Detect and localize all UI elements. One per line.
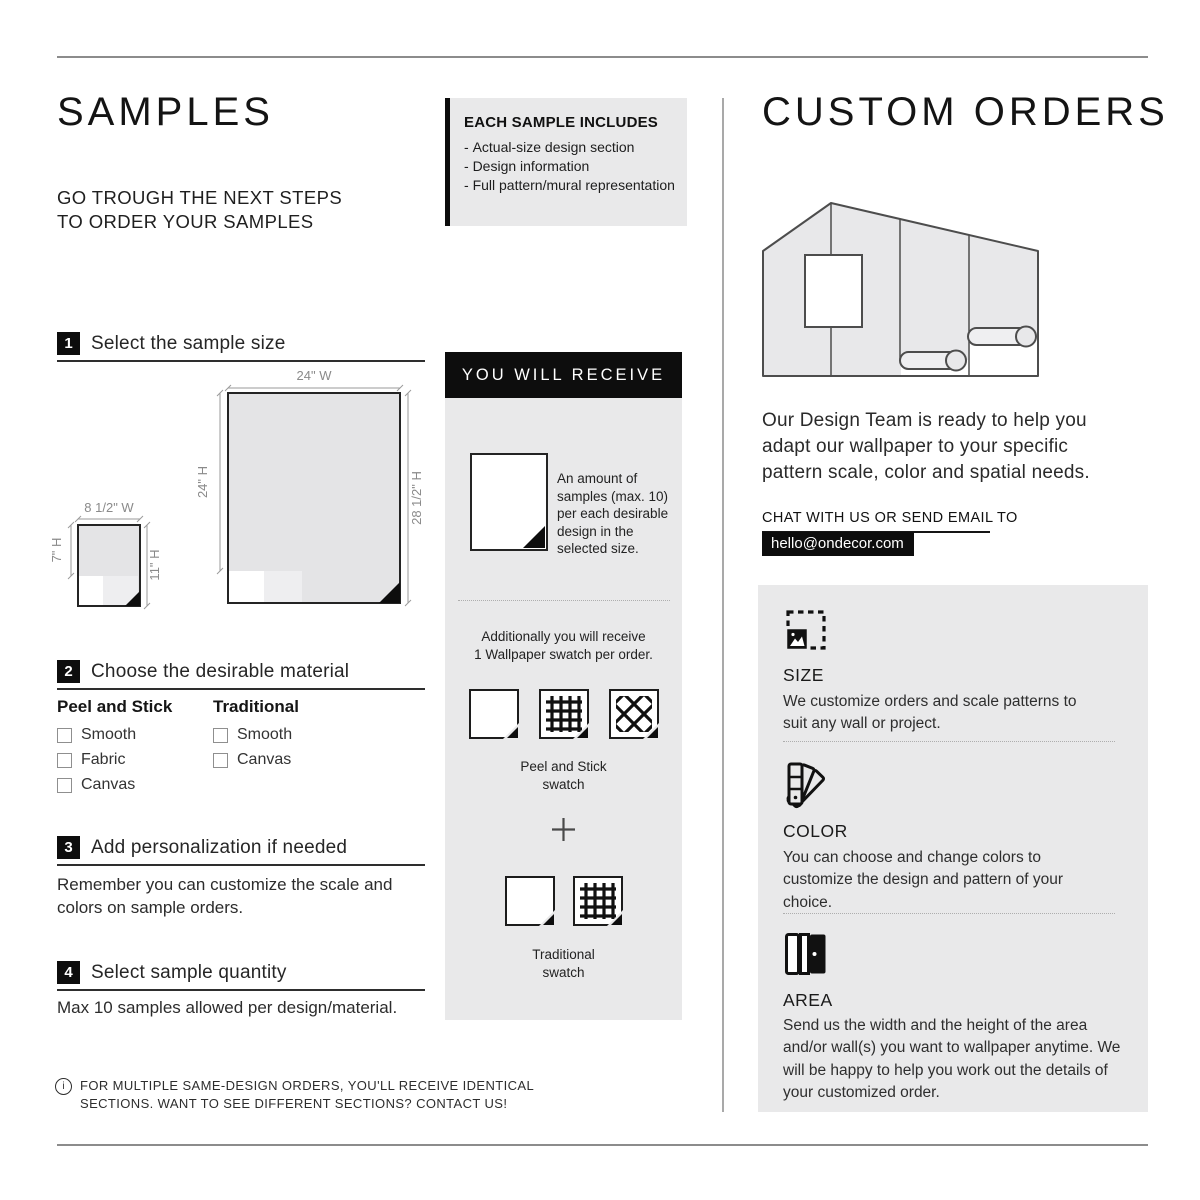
wallpaper-roll — [968, 327, 1036, 347]
material-option-label: Canvas — [81, 776, 136, 793]
sample-includes-box — [445, 98, 687, 226]
step-1-header — [57, 332, 425, 362]
samples-title: SAMPLES — [57, 90, 274, 134]
subtitle-line-2: TO ORDER YOUR SAMPLES — [57, 210, 314, 232]
step-2-title: Choose the desirable material — [91, 660, 350, 682]
sample-size-diagram — [49, 368, 425, 616]
peel-swatch-row — [445, 689, 682, 739]
footnote — [55, 1077, 535, 1113]
custom-options-panel — [758, 585, 1148, 1112]
feature-area-name: AREA — [783, 990, 833, 1010]
feature-color-name: COLOR — [783, 821, 848, 841]
material-option — [57, 776, 172, 794]
feature-area-desc: Send us the width and the height of the area and/or wall(s) you want to wallpaper anytime. We will be happy to help you work out the details of your customized order. — [783, 1017, 1121, 1102]
wallpaper-roll — [900, 351, 966, 371]
additional-line-1: Additionally you will receive — [481, 629, 646, 644]
small-full-height-label: 11" H — [147, 549, 162, 581]
large-sheet-white-notch — [229, 571, 264, 602]
large-section-height-label: 24" H — [195, 465, 210, 499]
material-group-traditional — [213, 697, 299, 776]
small-width-label: 8 1/2" W — [84, 500, 134, 515]
email-link[interactable]: hello@ondecor.com — [762, 532, 914, 556]
includes-item — [464, 138, 675, 157]
material-option-label: Fabric — [81, 751, 126, 768]
custom-orders-title: CUSTOM ORDERS — [762, 90, 1169, 134]
feature-size-desc: We customize orders and scale patterns to suit any wall or project. — [783, 693, 1077, 733]
dash: - — [464, 157, 473, 174]
traditional-swatch-label-line-1: Traditional — [532, 947, 595, 962]
info-icon — [55, 1078, 72, 1095]
peel-swatch-label-line-2: swatch — [542, 776, 585, 792]
material-group-title: Traditional — [213, 697, 299, 716]
checkbox-traditional-canvas[interactable] — [213, 753, 228, 768]
dotted-divider — [783, 741, 1115, 742]
material-option — [213, 726, 299, 744]
samples-subtitle — [57, 186, 342, 233]
material-group-title: Peel and Stick — [57, 697, 173, 716]
dash: - — [464, 176, 473, 193]
footnote-line-1: FOR MULTIPLE SAME-DESIGN ORDERS, YOU'LL RECEIVE IDENTICAL — [80, 1078, 535, 1093]
small-sheet-white-notch — [79, 576, 103, 605]
top-divider — [57, 56, 1148, 58]
step-4-badge: 4 — [57, 961, 80, 984]
swatch-blank-icon — [505, 876, 555, 926]
large-width-label: 24" W — [296, 368, 332, 383]
step-4-title: Select sample quantity — [91, 961, 287, 983]
email-container — [762, 532, 914, 556]
step-3-badge: 3 — [57, 836, 80, 859]
bottom-divider — [57, 1144, 1148, 1146]
includes-title: EACH SAMPLE INCLUDES — [464, 114, 659, 131]
swatch-grid-icon — [539, 689, 589, 739]
design-team-intro: Our Design Team is ready to help you adapt our wallpaper to your specific pattern scale, color and spatial needs. — [762, 410, 1090, 484]
includes-item — [464, 157, 675, 176]
includes-item-text: Full pattern/mural representation — [472, 176, 675, 193]
samples-amount-text: An amount of samples (max. 10) per each desirable design in the selected size. — [557, 471, 669, 557]
dotted-divider — [458, 600, 670, 601]
additional-line-2: 1 Wallpaper swatch per order. — [474, 646, 653, 662]
sample-page-icon — [470, 453, 548, 551]
dotted-divider — [783, 913, 1115, 914]
plus-icon — [550, 816, 577, 843]
large-sheet-fill — [229, 394, 399, 602]
large-full-height-label: 28 1/2" H — [409, 471, 424, 525]
info-icon-glyph: i — [62, 1081, 65, 1092]
traditional-swatch-label-line-2: swatch — [542, 964, 585, 980]
step-1-badge: 1 — [57, 332, 80, 355]
checkbox-peel-canvas[interactable] — [57, 778, 72, 793]
contact-label: CHAT WITH US OR SEND EMAIL TO — [762, 510, 990, 533]
window — [805, 255, 862, 327]
material-option — [57, 726, 172, 744]
wallpaper-wall-illustration — [762, 200, 1040, 378]
you-will-receive-header: YOU WILL RECEIVE — [445, 352, 682, 398]
step-2-header — [57, 660, 425, 690]
checkbox-traditional-smooth[interactable] — [213, 728, 228, 743]
dash: - — [464, 139, 473, 155]
feature-color-desc: You can choose and change colors to customize the design and pattern of your choice. — [783, 849, 1064, 911]
swatch-grid-icon — [573, 876, 623, 926]
material-option-label: Smooth — [237, 726, 293, 743]
step-3-body: Remember you can customize the scale and colors on sample orders. — [57, 875, 393, 917]
small-section-height-label: 7" H — [49, 537, 64, 563]
material-option — [57, 751, 172, 769]
traditional-swatch-label — [445, 946, 682, 981]
checkbox-peel-fabric[interactable] — [57, 753, 72, 768]
peel-swatch-label — [445, 758, 682, 793]
step-4-header — [57, 961, 425, 991]
you-will-receive-panel — [445, 398, 682, 1020]
step-2-badge: 2 — [57, 660, 80, 683]
swatch-crosshatch-icon — [609, 689, 659, 739]
additional-text — [445, 628, 682, 663]
checkbox-peel-smooth[interactable] — [57, 728, 72, 743]
color-icon — [783, 761, 831, 809]
step-4-body: Max 10 samples allowed per design/material. — [57, 998, 398, 1017]
feature-size-name: SIZE — [783, 665, 824, 685]
material-option-label: Canvas — [237, 751, 292, 768]
swatch-blank-icon — [469, 689, 519, 739]
peel-swatch-label-line-1: Peel and Stick — [520, 759, 607, 774]
material-option-label: Smooth — [81, 726, 137, 743]
includes-item-text: Design information — [472, 157, 590, 174]
footnote-line-2: SECTIONS. WANT TO SEE DIFFERENT SECTIONS? CONTACT US! — [80, 1096, 508, 1112]
column-divider — [722, 98, 724, 1112]
includes-item — [464, 176, 675, 195]
step-1-title: Select the sample size — [91, 332, 286, 354]
footnote-text — [80, 1077, 534, 1113]
includes-item-text: Actual-size design section — [472, 139, 635, 155]
subtitle-line-1: GO TROUGH THE NEXT STEPS — [57, 187, 343, 208]
area-icon — [783, 931, 829, 977]
large-sheet-light-square — [264, 571, 302, 602]
step-3-header — [57, 836, 425, 866]
material-group-peel-and-stick — [57, 697, 172, 801]
material-option — [213, 751, 299, 769]
traditional-swatch-row — [445, 876, 682, 926]
step-3-title: Add personalization if needed — [91, 836, 348, 858]
size-icon — [783, 607, 829, 653]
